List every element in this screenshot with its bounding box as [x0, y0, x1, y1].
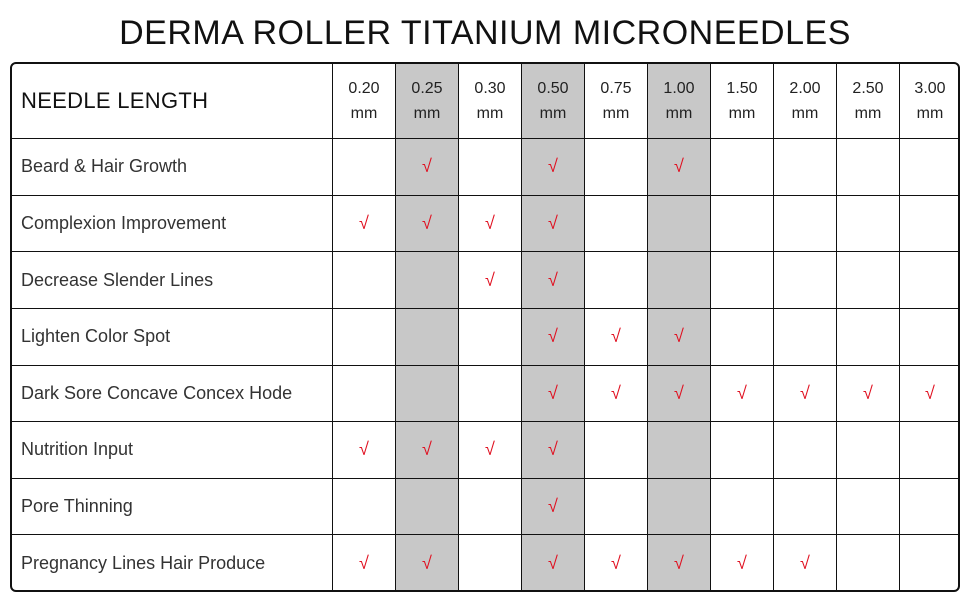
check-mark-icon: √ — [522, 195, 585, 252]
needle-length-unit: mm — [413, 104, 441, 122]
empty-cell — [333, 252, 396, 309]
empty-cell — [459, 365, 522, 422]
table-row — [11, 252, 961, 309]
needle-length-value: 2.00 — [789, 79, 821, 97]
usage-label: Pore Thinning — [11, 478, 333, 535]
empty-cell — [837, 308, 900, 365]
check-mark-icon: √ — [711, 535, 774, 592]
usage-label: Complexion Improvement — [11, 195, 333, 252]
needle-length-value: 0.20 — [348, 79, 380, 97]
empty-cell — [837, 139, 900, 196]
check-mark-icon: √ — [585, 365, 648, 422]
check-mark-icon: √ — [648, 308, 711, 365]
table-row — [11, 535, 961, 592]
empty-cell — [396, 308, 459, 365]
needle-length-unit: mm — [791, 104, 819, 122]
empty-cell — [711, 422, 774, 479]
needle-length-table — [10, 62, 960, 592]
check-mark-icon: √ — [396, 535, 459, 592]
empty-cell — [900, 535, 961, 592]
check-mark-icon: √ — [522, 365, 585, 422]
check-mark-icon: √ — [648, 535, 711, 592]
needle-length-value: 2.50 — [852, 79, 884, 97]
table-body — [11, 139, 961, 592]
check-mark-icon: √ — [585, 308, 648, 365]
empty-cell — [396, 365, 459, 422]
check-mark-icon: √ — [333, 195, 396, 252]
needle-length-unit: mm — [539, 104, 567, 122]
needle-length-value: 1.50 — [726, 79, 758, 97]
needle-length-unit: mm — [665, 104, 693, 122]
needle-length-value: 1.00 — [663, 79, 695, 97]
needle-length-column-header — [333, 63, 396, 139]
needle-length-table-frame — [10, 62, 960, 592]
empty-cell — [774, 422, 837, 479]
empty-cell — [396, 478, 459, 535]
check-mark-icon: √ — [459, 422, 522, 479]
empty-cell — [711, 478, 774, 535]
check-mark-icon: √ — [396, 195, 459, 252]
usage-label: Lighten Color Spot — [11, 308, 333, 365]
table-row — [11, 478, 961, 535]
empty-cell — [900, 478, 961, 535]
empty-cell — [459, 478, 522, 535]
empty-cell — [459, 535, 522, 592]
needle-length-unit: mm — [602, 104, 630, 122]
check-mark-icon: √ — [585, 535, 648, 592]
needle-length-column-header — [522, 63, 585, 139]
usage-label: Dark Sore Concave Concex Hode — [11, 365, 333, 422]
empty-cell — [648, 478, 711, 535]
needle-length-column-header — [396, 63, 459, 139]
empty-cell — [333, 139, 396, 196]
empty-cell — [585, 139, 648, 196]
check-mark-icon: √ — [837, 365, 900, 422]
header-row — [11, 63, 961, 139]
needle-length-column-header — [837, 63, 900, 139]
empty-cell — [459, 308, 522, 365]
check-mark-icon: √ — [522, 139, 585, 196]
table-row — [11, 422, 961, 479]
empty-cell — [837, 252, 900, 309]
needle-length-column-header — [648, 63, 711, 139]
needle-length-unit: mm — [728, 104, 756, 122]
table-row — [11, 308, 961, 365]
check-mark-icon: √ — [648, 365, 711, 422]
needle-length-column-header — [711, 63, 774, 139]
check-mark-icon: √ — [774, 535, 837, 592]
check-mark-icon: √ — [333, 535, 396, 592]
empty-cell — [648, 252, 711, 309]
empty-cell — [585, 252, 648, 309]
needle-length-value: 0.75 — [600, 79, 632, 97]
needle-length-column-header — [459, 63, 522, 139]
needle-length-unit: mm — [854, 104, 882, 122]
check-mark-icon: √ — [522, 535, 585, 592]
empty-cell — [585, 478, 648, 535]
needle-length-value: 0.30 — [474, 79, 506, 97]
check-mark-icon: √ — [711, 365, 774, 422]
needle-length-unit: mm — [476, 104, 504, 122]
empty-cell — [837, 535, 900, 592]
empty-cell — [711, 308, 774, 365]
check-mark-icon: √ — [522, 478, 585, 535]
empty-cell — [774, 252, 837, 309]
usage-label: Nutrition Input — [11, 422, 333, 479]
needle-length-column-header — [585, 63, 648, 139]
empty-cell — [837, 195, 900, 252]
check-mark-icon: √ — [333, 422, 396, 479]
check-mark-icon: √ — [396, 139, 459, 196]
empty-cell — [585, 195, 648, 252]
usage-label: Pregnancy Lines Hair Produce — [11, 535, 333, 592]
empty-cell — [396, 252, 459, 309]
usage-label: Decrease Slender Lines — [11, 252, 333, 309]
empty-cell — [900, 195, 961, 252]
check-mark-icon: √ — [459, 195, 522, 252]
empty-cell — [774, 308, 837, 365]
page-title: DERMA ROLLER TITANIUM MICRONEEDLES — [119, 14, 851, 52]
empty-cell — [837, 478, 900, 535]
empty-cell — [900, 422, 961, 479]
empty-cell — [837, 422, 900, 479]
table-row — [11, 195, 961, 252]
empty-cell — [648, 422, 711, 479]
needle-length-value: 0.50 — [537, 79, 569, 97]
empty-cell — [900, 308, 961, 365]
check-mark-icon: √ — [396, 422, 459, 479]
needle-length-column-header — [900, 63, 961, 139]
empty-cell — [774, 478, 837, 535]
empty-cell — [774, 139, 837, 196]
check-mark-icon: √ — [648, 139, 711, 196]
needle-length-unit: mm — [916, 104, 944, 122]
needle-length-value: 0.25 — [411, 79, 443, 97]
empty-cell — [711, 139, 774, 196]
empty-cell — [711, 252, 774, 309]
needle-length-unit: mm — [350, 104, 378, 122]
table-row — [11, 139, 961, 196]
empty-cell — [585, 422, 648, 479]
table-row — [11, 365, 961, 422]
check-mark-icon: √ — [459, 252, 522, 309]
empty-cell — [774, 195, 837, 252]
check-mark-icon: √ — [522, 308, 585, 365]
empty-cell — [900, 139, 961, 196]
needle-length-value: 3.00 — [914, 79, 946, 97]
check-mark-icon: √ — [774, 365, 837, 422]
empty-cell — [333, 308, 396, 365]
empty-cell — [459, 139, 522, 196]
check-mark-icon: √ — [522, 422, 585, 479]
needle-length-column-header — [774, 63, 837, 139]
empty-cell — [900, 252, 961, 309]
empty-cell — [333, 478, 396, 535]
needle-length-header: NEEDLE LENGTH — [11, 63, 333, 139]
empty-cell — [648, 195, 711, 252]
check-mark-icon: √ — [900, 365, 961, 422]
empty-cell — [711, 195, 774, 252]
usage-label: Beard & Hair Growth — [11, 139, 333, 196]
check-mark-icon: √ — [522, 252, 585, 309]
empty-cell — [333, 365, 396, 422]
